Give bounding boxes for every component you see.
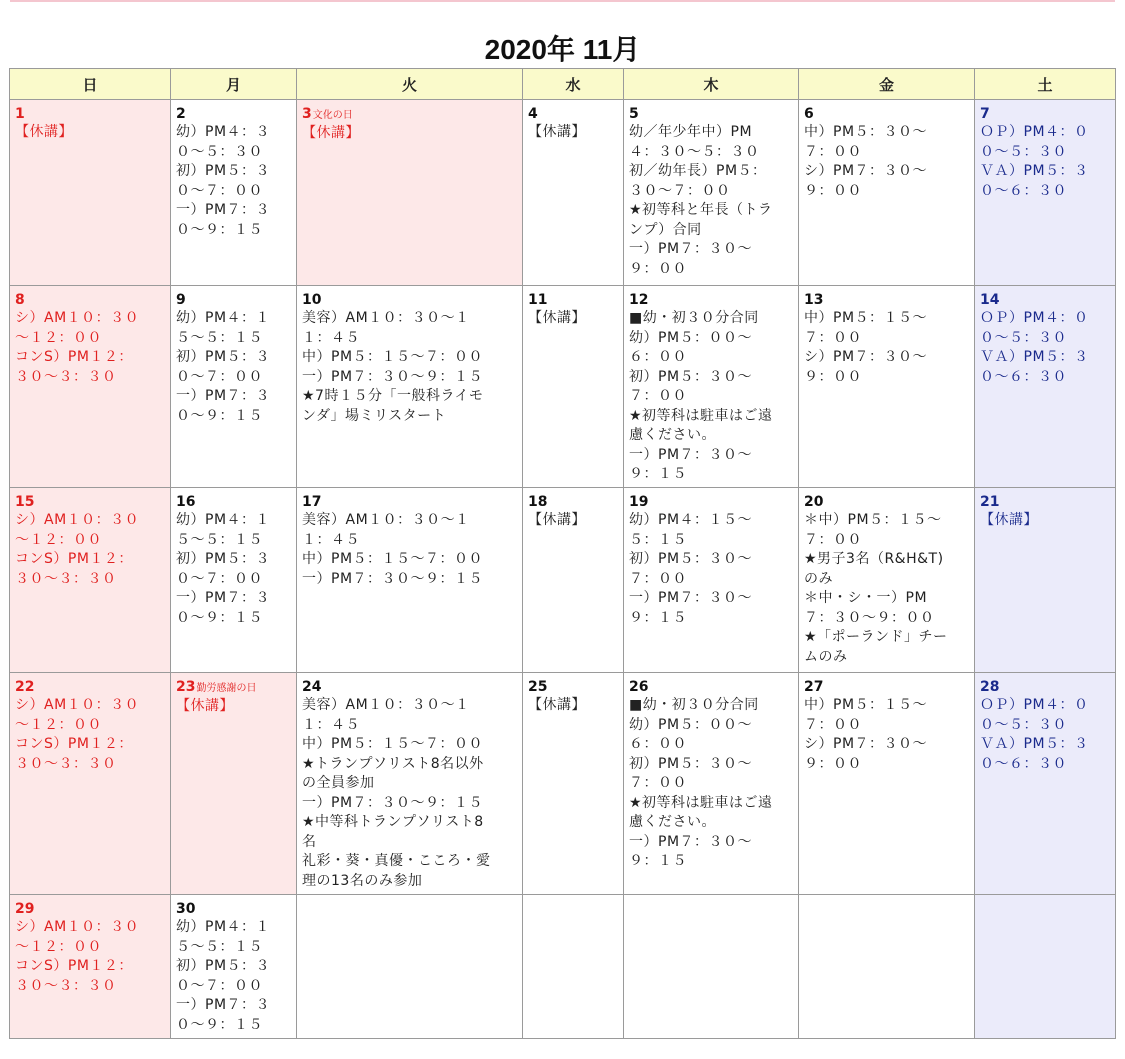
schedule-line: 【休講】 bbox=[15, 124, 73, 140]
schedule-line: ９：００ bbox=[804, 182, 862, 199]
schedule-line: ５～５：１５ bbox=[176, 531, 263, 548]
schedule-line: ０～６：３０ bbox=[980, 182, 1067, 199]
schedule-line: ～１２：００ bbox=[15, 938, 102, 955]
schedule-line: ９：１５ bbox=[629, 466, 687, 482]
schedule-line: 慮ください。 bbox=[629, 814, 716, 830]
schedule-line: 幼）PM４：１５～ bbox=[629, 512, 753, 528]
calendar-table bbox=[9, 68, 1116, 1039]
day-number-text: 22 bbox=[15, 679, 35, 695]
day-cell bbox=[297, 488, 523, 673]
schedule-line: ５～５：１５ bbox=[176, 938, 263, 955]
schedule-line: 礼彩・葵・真優・こころ・愛 bbox=[302, 853, 491, 869]
schedule-line: ７：３０～９：００ bbox=[804, 609, 935, 626]
schedule-line: ～１２：００ bbox=[15, 329, 102, 346]
schedule-line: 初）PM５：３ bbox=[176, 958, 271, 974]
schedule-line: ６：００ bbox=[629, 349, 687, 365]
day-number bbox=[804, 494, 970, 511]
schedule-line: ９：００ bbox=[804, 368, 862, 385]
schedule-line: 初）PM５：３０～ bbox=[629, 551, 753, 567]
day-number-text: 10 bbox=[302, 292, 322, 308]
schedule-line: ３０～３：３０ bbox=[15, 977, 117, 994]
schedule-line: 一）PM７：３０～ bbox=[629, 241, 753, 257]
day-cell bbox=[975, 100, 1116, 286]
schedule-line: シ）PM７：３０～ bbox=[804, 349, 928, 365]
day-cell bbox=[799, 286, 975, 488]
schedule-line: 一）PM７：３０～９：１５ bbox=[302, 570, 484, 587]
schedule-line: ９：１５ bbox=[629, 853, 687, 869]
day-number-text: 23 bbox=[176, 679, 196, 695]
day-number bbox=[176, 679, 292, 697]
week-row bbox=[10, 286, 1116, 488]
schedule-line: ７：００ bbox=[804, 716, 862, 733]
schedule-line: ７：００ bbox=[629, 388, 687, 404]
schedule-line: ★中等科トランプソリスト8 bbox=[302, 814, 484, 830]
day-cell bbox=[975, 488, 1116, 673]
day-number-text: 16 bbox=[176, 494, 196, 510]
weekday-header: 水 bbox=[523, 69, 624, 100]
schedule-line: のみ bbox=[804, 570, 833, 587]
schedule-line: 名 bbox=[302, 833, 317, 850]
schedule-line: ★初等科は駐車はご遠 bbox=[629, 407, 773, 424]
schedule-line: 【休講】 bbox=[302, 125, 360, 141]
schedule-line: ０～７：００ bbox=[176, 368, 263, 385]
schedule-line: ０～５：３０ bbox=[980, 143, 1067, 160]
schedule-line: 一）PM７：３０～ bbox=[629, 446, 753, 463]
schedule-line: 【休講】 bbox=[528, 310, 586, 326]
day-cell bbox=[799, 488, 975, 673]
schedule-line: ★初等科と年長（トラ bbox=[629, 202, 773, 218]
schedule-line: 一）PM７：３ bbox=[176, 202, 271, 218]
weekday-header: 月 bbox=[171, 69, 297, 100]
day-number-text: 2 bbox=[176, 106, 186, 122]
day-cell bbox=[297, 100, 523, 286]
day-number bbox=[528, 292, 619, 309]
schedule-line: ９：００ bbox=[804, 755, 862, 772]
day-number-text: 15 bbox=[15, 494, 35, 510]
schedule-line: 【休講】 bbox=[528, 697, 586, 713]
weekday-header: 金 bbox=[799, 69, 975, 100]
schedule-line: コンS）PM１２： bbox=[15, 736, 133, 752]
schedule-line: の全員参加 bbox=[302, 775, 375, 791]
schedule-line: 一）PM７：３０～ bbox=[629, 833, 753, 850]
schedule-line: 美容）AM１０：３０～１ bbox=[302, 512, 470, 528]
schedule-line: 中）PM５：３０～ bbox=[804, 124, 928, 140]
schedule-line: 中）PM５：１５～７：００ bbox=[302, 349, 484, 365]
schedule-line: ★トランプソリスト8名以外 bbox=[302, 755, 484, 772]
schedule-line: ７：００ bbox=[804, 143, 862, 160]
schedule-line: 一）PM７：３ bbox=[176, 997, 271, 1013]
day-cell bbox=[171, 488, 297, 673]
day-number-text: 8 bbox=[15, 292, 25, 308]
schedule-line: 美容）AM１０：３０～１ bbox=[302, 697, 470, 713]
schedule-line: コンS）PM１２： bbox=[15, 551, 133, 567]
day-cell bbox=[624, 895, 799, 1039]
schedule-line: 幼）PM４：３ bbox=[176, 124, 271, 140]
schedule-line: ０～６：３０ bbox=[980, 755, 1067, 772]
schedule-line: ５～５：１５ bbox=[176, 329, 263, 346]
schedule-line: ★初等科は駐車はご遠 bbox=[629, 794, 773, 811]
day-number-text: 21 bbox=[980, 494, 1000, 510]
schedule-line: シ）AM１０：３０ bbox=[15, 310, 140, 326]
day-cell bbox=[523, 488, 624, 673]
schedule-line: 【休講】 bbox=[980, 512, 1038, 528]
day-number-text: 4 bbox=[528, 106, 538, 122]
day-cell bbox=[975, 895, 1116, 1039]
day-number-text: 30 bbox=[176, 901, 196, 917]
day-cell bbox=[624, 673, 799, 895]
schedule-line: ンプ）合同 bbox=[629, 221, 702, 238]
schedule-line: 一）PM７：３ bbox=[176, 388, 271, 404]
week-row bbox=[10, 673, 1116, 895]
day-cell bbox=[10, 286, 171, 488]
schedule-line: 初）PM５：３０～ bbox=[629, 368, 753, 385]
day-number bbox=[980, 106, 1111, 123]
schedule-line: ０～９：１５ bbox=[176, 221, 263, 238]
day-cell bbox=[799, 100, 975, 286]
top-divider bbox=[10, 0, 1115, 2]
schedule-line: シ）AM１０：３０ bbox=[15, 512, 140, 528]
schedule-line: ＊中・シ・一）PM bbox=[804, 590, 928, 606]
day-number bbox=[528, 679, 619, 696]
schedule-line: ムのみ bbox=[804, 648, 848, 665]
schedule-line: ０～７：００ bbox=[176, 570, 263, 587]
schedule-line: 一）PM７：３０～９：１５ bbox=[302, 794, 484, 811]
day-number bbox=[980, 292, 1111, 309]
schedule-line: 初／幼年長）PM５： bbox=[629, 163, 767, 179]
day-number bbox=[980, 494, 1111, 511]
day-cell bbox=[624, 488, 799, 673]
schedule-line: ０～９：１５ bbox=[176, 407, 263, 424]
day-number bbox=[629, 106, 794, 123]
week-row bbox=[10, 488, 1116, 673]
schedule-line: ンダ」場ミリスタート bbox=[302, 407, 447, 424]
day-number bbox=[302, 494, 518, 511]
day-cell bbox=[297, 895, 523, 1039]
day-number bbox=[629, 679, 794, 696]
schedule-line: ０～９：１５ bbox=[176, 1016, 263, 1033]
schedule-line: 初）PM５：３０～ bbox=[629, 755, 753, 772]
day-number-text: 3 bbox=[302, 106, 312, 122]
calendar-body bbox=[10, 100, 1116, 1039]
schedule-line: １：４５ bbox=[302, 329, 360, 346]
day-cell bbox=[297, 286, 523, 488]
day-number bbox=[804, 292, 970, 309]
day-number-text: 25 bbox=[528, 679, 548, 695]
schedule-line: ９：００ bbox=[629, 260, 687, 277]
schedule-line: 一）PM７：３ bbox=[176, 590, 271, 606]
day-number bbox=[176, 901, 292, 918]
day-cell bbox=[799, 673, 975, 895]
day-number-text: 11 bbox=[528, 292, 548, 308]
weekday-header: 日 bbox=[10, 69, 171, 100]
day-cell bbox=[523, 673, 624, 895]
day-cell bbox=[624, 286, 799, 488]
schedule-line: ７：００ bbox=[629, 775, 687, 791]
schedule-line: 【休講】 bbox=[528, 124, 586, 140]
schedule-line: ９：１５ bbox=[629, 609, 687, 626]
schedule-line: 幼）PM４：１ bbox=[176, 512, 271, 528]
week-row bbox=[10, 895, 1116, 1039]
day-number-text: 9 bbox=[176, 292, 186, 308]
day-number-text: 18 bbox=[528, 494, 548, 510]
holiday-name: 文化の日 bbox=[312, 110, 353, 121]
schedule-line: ★「ポーランド」チー bbox=[804, 629, 948, 645]
day-number-text: 20 bbox=[804, 494, 824, 510]
day-cell bbox=[171, 286, 297, 488]
weekday-header-row bbox=[10, 69, 1116, 100]
schedule-line: 中）PM５：１５～ bbox=[804, 697, 928, 713]
day-number bbox=[176, 292, 292, 309]
day-cell bbox=[523, 895, 624, 1039]
schedule-line: ＯＰ）PM４：０ bbox=[980, 310, 1089, 326]
weekday-header: 木 bbox=[624, 69, 799, 100]
day-cell bbox=[171, 673, 297, 895]
day-number bbox=[302, 292, 518, 309]
schedule-line: 【休講】 bbox=[528, 512, 586, 528]
day-number-text: 27 bbox=[804, 679, 824, 695]
day-number bbox=[176, 106, 292, 123]
schedule-line: 中）PM５：１５～ bbox=[804, 310, 928, 326]
schedule-line: ３０～３：３０ bbox=[15, 755, 117, 772]
day-cell bbox=[523, 100, 624, 286]
day-cell bbox=[975, 286, 1116, 488]
day-cell bbox=[523, 286, 624, 488]
schedule-line: ７：００ bbox=[804, 329, 862, 346]
schedule-line: 幼）PM４：１ bbox=[176, 919, 271, 935]
schedule-line: ■幼・初３０分合同 bbox=[629, 310, 759, 326]
schedule-line: コンS）PM１２： bbox=[15, 958, 133, 974]
day-number bbox=[15, 679, 166, 696]
day-number-text: 24 bbox=[302, 679, 322, 695]
schedule-line: 初）PM５：３ bbox=[176, 551, 271, 567]
day-number bbox=[980, 679, 1111, 696]
day-number bbox=[15, 106, 166, 123]
schedule-line: ０～６：３０ bbox=[980, 368, 1067, 385]
day-number-text: 1 bbox=[15, 106, 25, 122]
day-number-text: 14 bbox=[980, 292, 1000, 308]
day-number-text: 29 bbox=[15, 901, 35, 917]
schedule-line: ★男子3名（R&H&T) bbox=[804, 551, 944, 567]
day-number bbox=[804, 679, 970, 696]
schedule-line: ＯＰ）PM４：０ bbox=[980, 124, 1089, 140]
page-title: 2020年 11月 bbox=[484, 34, 641, 65]
day-number bbox=[15, 292, 166, 309]
schedule-line: コンS）PM１２： bbox=[15, 349, 133, 365]
schedule-line: ０～５：３０ bbox=[980, 329, 1067, 346]
day-number-text: 12 bbox=[629, 292, 649, 308]
day-cell bbox=[171, 895, 297, 1039]
schedule-line: ０～５：３０ bbox=[980, 716, 1067, 733]
schedule-line: ■幼・初３０分合同 bbox=[629, 697, 759, 713]
schedule-line: 慮ください。 bbox=[629, 427, 716, 443]
day-cell bbox=[624, 100, 799, 286]
day-number bbox=[15, 494, 166, 511]
weekday-header: 火 bbox=[297, 69, 523, 100]
schedule-line: 幼）PM５：００～ bbox=[629, 329, 753, 346]
day-number bbox=[528, 494, 619, 511]
day-number-text: 13 bbox=[804, 292, 824, 308]
day-number bbox=[15, 901, 166, 918]
week-row bbox=[10, 100, 1116, 286]
day-number-text: 5 bbox=[629, 106, 639, 122]
day-number-text: 6 bbox=[804, 106, 814, 122]
day-number bbox=[528, 106, 619, 123]
schedule-line: １：４５ bbox=[302, 716, 360, 733]
schedule-line: ４：３０～５：３０ bbox=[629, 143, 760, 160]
day-cell bbox=[799, 895, 975, 1039]
schedule-line: ＊中）PM５：１５～ bbox=[804, 512, 942, 528]
schedule-line: シ）PM７：３０～ bbox=[804, 163, 928, 179]
day-number bbox=[804, 106, 970, 123]
schedule-line: ０～９：１５ bbox=[176, 609, 263, 626]
schedule-line: ★7時１５分「一般科ライモ bbox=[302, 388, 484, 404]
schedule-line: ７：００ bbox=[804, 531, 862, 548]
schedule-line: ３０～７：００ bbox=[629, 182, 731, 199]
day-cell bbox=[10, 488, 171, 673]
day-cell bbox=[975, 673, 1116, 895]
day-number bbox=[629, 494, 794, 511]
schedule-line: ＶＡ）PM５：３ bbox=[980, 736, 1089, 752]
schedule-line: 初）PM５：３ bbox=[176, 349, 271, 365]
schedule-line: 【休講】 bbox=[176, 698, 234, 714]
schedule-line: 一）PM７：３０～ bbox=[629, 590, 753, 606]
schedule-line: ＶＡ）PM５：３ bbox=[980, 349, 1089, 365]
schedule-line: ７：００ bbox=[629, 570, 687, 587]
schedule-line: ３０～３：３０ bbox=[15, 368, 117, 385]
schedule-line: 幼）PM５：００～ bbox=[629, 716, 753, 733]
day-cell bbox=[171, 100, 297, 286]
day-number bbox=[629, 292, 794, 309]
day-cell bbox=[10, 895, 171, 1039]
schedule-line: ６：００ bbox=[629, 736, 687, 752]
schedule-line: ０～７：００ bbox=[176, 182, 263, 199]
schedule-line: 理の13名のみ参加 bbox=[302, 872, 423, 889]
schedule-line: 美容）AM１０：３０～１ bbox=[302, 310, 470, 326]
schedule-line: 一）PM７：３０～９：１５ bbox=[302, 368, 484, 385]
schedule-line: 中）PM５：１５～７：００ bbox=[302, 736, 484, 752]
schedule-line: 幼）PM４：１ bbox=[176, 310, 271, 326]
day-number bbox=[302, 679, 518, 696]
day-number-text: 19 bbox=[629, 494, 649, 510]
schedule-line: シ）AM１０：３０ bbox=[15, 919, 140, 935]
weekday-header: 土 bbox=[975, 69, 1116, 100]
day-cell bbox=[297, 673, 523, 895]
schedule-line: ５：１５ bbox=[629, 531, 687, 548]
day-number-text: 7 bbox=[980, 106, 990, 122]
day-number bbox=[176, 494, 292, 511]
schedule-line: 幼／年少年中）PM bbox=[629, 124, 753, 140]
schedule-line: ～１２：００ bbox=[15, 716, 102, 733]
holiday-name: 勤労感謝の日 bbox=[196, 683, 257, 694]
schedule-line: １：４５ bbox=[302, 531, 360, 548]
schedule-line: ＯＰ）PM４：０ bbox=[980, 697, 1089, 713]
schedule-line: 中）PM５：１５～７：００ bbox=[302, 551, 484, 567]
schedule-line: ０～５：３０ bbox=[176, 143, 263, 160]
day-number bbox=[302, 106, 518, 124]
schedule-line: ～１２：００ bbox=[15, 531, 102, 548]
day-cell bbox=[10, 673, 171, 895]
schedule-line: 初）PM５：３ bbox=[176, 163, 271, 179]
day-cell bbox=[10, 100, 171, 286]
day-number-text: 28 bbox=[980, 679, 1000, 695]
schedule-line: シ）AM１０：３０ bbox=[15, 697, 140, 713]
schedule-line: シ）PM７：３０～ bbox=[804, 736, 928, 752]
day-number-text: 17 bbox=[302, 494, 322, 510]
schedule-line: ３０～３：３０ bbox=[15, 570, 117, 587]
day-number-text: 26 bbox=[629, 679, 649, 695]
schedule-line: ０～７：００ bbox=[176, 977, 263, 994]
schedule-line: ＶＡ）PM５：３ bbox=[980, 163, 1089, 179]
